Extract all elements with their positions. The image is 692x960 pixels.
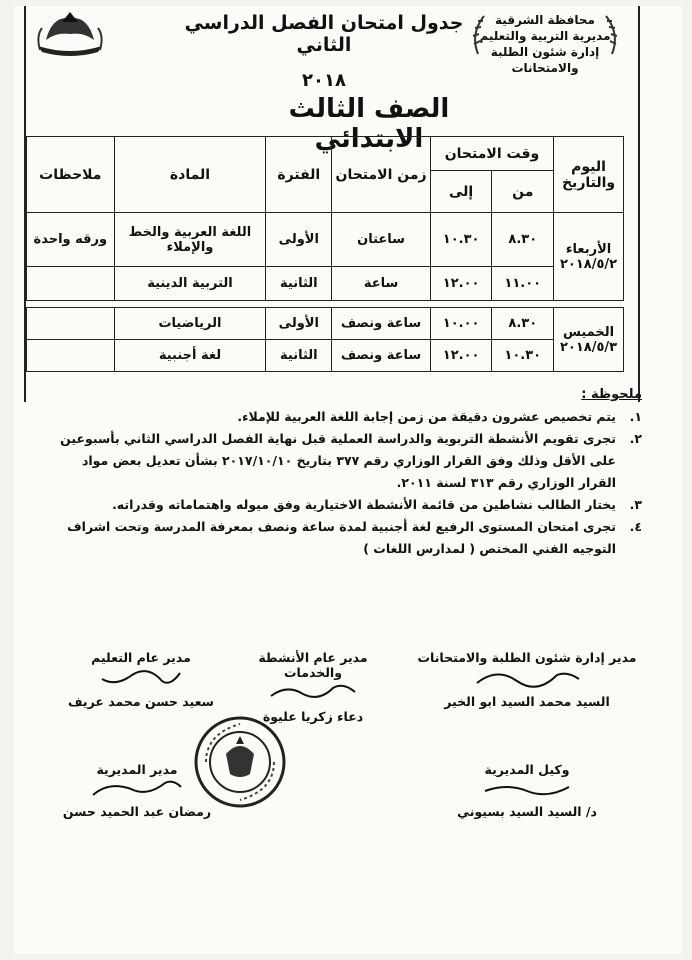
col-notes: ملاحظات [27,137,115,213]
signatory-name: د/ السيد السيد بسيوني [457,804,597,819]
note-text: يتم تخصيص عشرون دقيقة من زمن إجابة اللغة العربية للإملاء. [237,409,616,424]
table-row [27,213,624,267]
notes-cell: ورقه واحدة [27,213,115,267]
exam-year: ٢٠١٨ [302,70,346,91]
note-number: ٤. [629,519,642,534]
official-stamp-icon [192,714,288,810]
to-cell: ١٢.٠٠ [430,340,492,372]
handwritten-signature-icon [467,665,587,691]
col-subject: المادة [114,137,266,213]
list-item [42,494,642,516]
col-day: اليوم والتاريخ [554,137,624,213]
note-number: ٣. [629,497,642,512]
col-period: الفترة [266,137,332,213]
to-cell: ١٢.٠٠ [430,267,492,301]
day-cell [554,308,624,372]
day-cell [554,213,624,301]
signature-deputy [452,762,602,819]
period-cell: الأولى [266,213,332,267]
day-date: ٢٠١٨/٥/٣ [559,339,618,355]
signatory-title: مدير المديرية [96,762,178,777]
title-block [164,12,484,91]
document-page [14,6,682,954]
notes-cell [27,308,115,340]
subject-cell: الرياضيات [114,308,266,340]
table-row [27,340,624,372]
col-to: إلى [430,171,492,213]
signatory-title: مدير إدارة شئون الطلبة والامتحانات [417,650,637,665]
period-cell: الثانية [266,340,332,372]
col-duration: زمن الامتحان [332,137,431,213]
table-row [27,267,624,301]
issuing-authority [460,12,630,76]
period-cell: الثانية [266,267,332,301]
list-item [42,406,642,428]
signatory-name: سعيد حسن محمد عريف [68,694,214,709]
handwritten-signature-icon [477,777,577,801]
signatory-name: السيد محمد السيد ابو الخير [444,694,610,709]
day-name: الخميس [562,324,615,340]
duration-cell: ساعة ونصف [332,308,431,340]
signatory-title: مدير عام الأنشطة والخدمات [258,650,368,680]
page-title: جدول امتحان الفصل الدراسي الثاني [184,12,464,56]
signatory-name: رمضان عبد الحميد حسن [62,804,212,819]
note-text: تجرى تقويم الأنشطة التربوية والدراسة العملية قبل نهاية الفصل الدراسي الثاني بأسبوعين على الأقل وذلك وفق القرار الوزاري رقم ٣٧٧ بتاريخ ٢٠١٧/١٠/١٠ بشأن تعديل بعض مواد القرار الوزاري رقم ٣١٣ لسنة ٢٠١١. [60,431,616,490]
grade-heading: الصف الثالث الابتدائي [288,94,450,154]
from-cell: ١١.٠٠ [492,267,554,301]
period-cell: الأولى [266,308,332,340]
col-exam-time: وقت الامتحان [430,137,553,171]
note-number: ١. [629,409,642,424]
duration-cell: ساعة ونصف [332,340,431,372]
subject-cell: لغة أجنبية [114,340,266,372]
notes-title: ملحوظة : [581,387,642,402]
handwritten-signature-icon [263,680,363,706]
list-item [42,428,642,494]
laurel-icon [470,14,620,56]
signature-director [62,762,212,819]
list-item [42,516,642,560]
to-cell: ١٠.٣٠ [430,213,492,267]
note-number: ٢. [629,431,642,446]
signature-students-affairs [412,650,642,709]
signature-education [66,650,216,709]
duration-cell: ساعتان [332,213,431,267]
to-cell: ١٠.٠٠ [430,308,492,340]
table-row [27,308,624,340]
notes-cell [27,340,115,372]
from-cell: ١٠.٣٠ [492,340,554,372]
handwritten-signature-icon [96,665,186,691]
day-name: الأربعاء [565,241,612,257]
signatory-name: دعاء زكريا عليوة [262,709,364,724]
notes-cell [27,267,115,301]
col-from: من [492,171,554,213]
subject-cell: اللغة العربية والخط والإملاء [114,213,266,267]
department-label: إدارة شئون الطلبة والامتحانات [490,45,600,75]
directorate-label: مديرية التربية والتعليم [479,29,611,43]
handwritten-signature-icon [87,777,187,801]
exam-schedule-table [26,136,624,372]
signatory-title: مدير عام التعليم [91,650,191,665]
subject-cell: التربية الدينية [114,267,266,301]
note-text: يختار الطالب نشاطين من قائمة الأنشطة الاختيارية وفق ميوله واهتماماته وقدراته. [112,497,616,512]
notes-section [42,384,642,560]
signatory-title: وكيل المديرية [484,762,570,777]
from-cell: ٨.٣٠ [492,213,554,267]
signature-activities [228,650,398,724]
duration-cell: ساعة [332,267,431,301]
note-text: تجرى امتحان المستوى الرفيع لغة أجنبية لمدة ساعة ونصف بمعرفة المدرسة وتحت اشراف التوجيه الفني المختص ( لمدارس اللغات ) [67,519,616,556]
eagle-emblem-icon [32,10,108,56]
governorate-label: محافظة الشرقية [495,13,595,27]
from-cell: ٨.٣٠ [492,308,554,340]
day-date: ٢٠١٨/٥/٢ [559,256,618,272]
